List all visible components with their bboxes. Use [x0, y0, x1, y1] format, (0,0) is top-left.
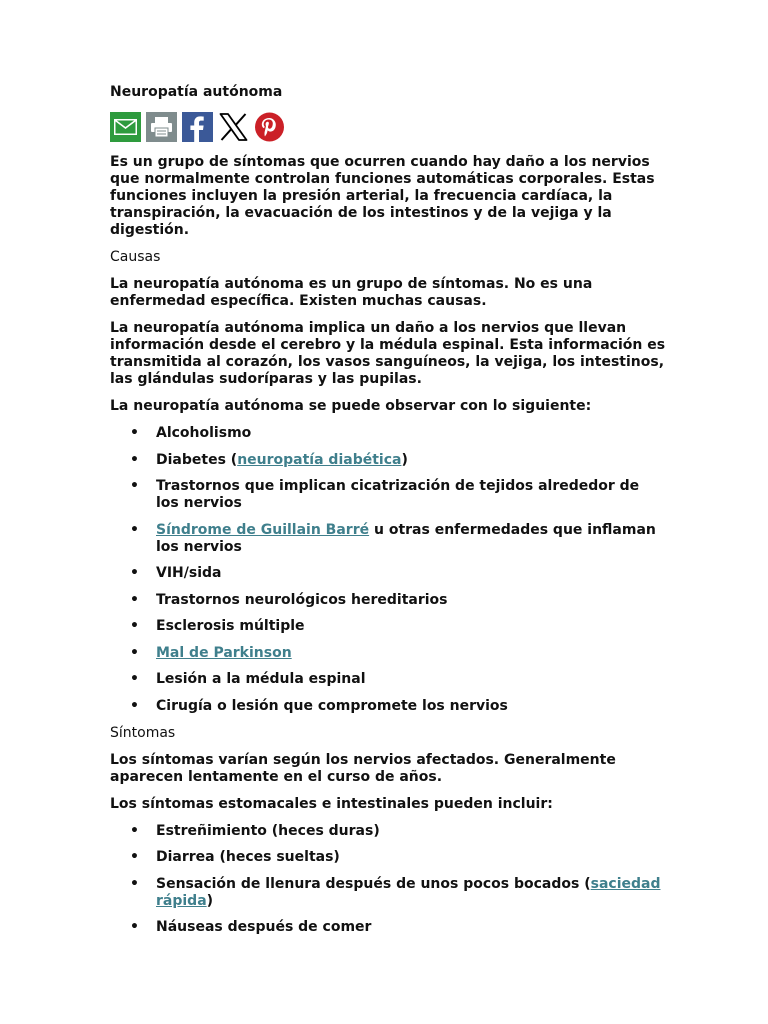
- list-item-parkinson: [110, 645, 666, 662]
- list-item-text: Diarrea (heces sueltas): [156, 849, 340, 865]
- email-icon: [110, 112, 141, 142]
- bullet-icon: •: [130, 849, 139, 865]
- list-item-diarrhea: [110, 849, 666, 866]
- bullet-icon: •: [130, 425, 139, 441]
- list-item-hiv: [110, 565, 666, 582]
- list-item-early-satiety: [110, 876, 666, 910]
- bullet-icon: •: [130, 521, 139, 538]
- symptoms-list: [110, 823, 666, 937]
- list-item-scarring-disorders: [110, 478, 666, 512]
- list-item-text: VIH/sida: [156, 565, 222, 581]
- bullet-icon: •: [130, 697, 139, 714]
- list-item-diabetes: [110, 452, 666, 469]
- list-item-constipation: [110, 823, 666, 840]
- x-icon: [218, 112, 249, 142]
- list-item-text: Lesión a la médula espinal: [156, 671, 366, 687]
- list-item-text: Trastornos que implican cicatrización de tejidos alrededor de los nervios: [156, 478, 640, 511]
- email-share-button[interactable]: [110, 112, 141, 142]
- link-parkinson[interactable]: Mal de Parkinson: [156, 644, 292, 661]
- list-item-text: Náuseas después de comer: [156, 919, 372, 935]
- list-item-text: Sensación de llenura después de unos pocos bocados (: [156, 875, 591, 892]
- symptoms-heading: Síntomas: [110, 724, 176, 741]
- bullet-icon: •: [130, 671, 139, 687]
- list-item-guillain-barre: [110, 522, 666, 556]
- bullet-icon: •: [130, 919, 139, 935]
- list-item-alcoholism: [110, 425, 666, 442]
- symptoms-paragraph-1: Los síntomas varían según los nervios afectados. Generalmente aparecen lentamente en el curso de años.: [110, 751, 616, 785]
- list-item-spinal-injury: [110, 671, 666, 688]
- list-item-hereditary-disorders: [110, 592, 666, 609]
- list-item-text: Estreñimiento (heces duras): [156, 822, 380, 839]
- bullet-icon: •: [130, 565, 139, 581]
- facebook-share-button[interactable]: [182, 112, 213, 142]
- bullet-icon: •: [130, 644, 139, 661]
- list-item-multiple-sclerosis: [110, 618, 666, 635]
- article: [110, 84, 666, 946]
- link-diabetic-neuropathy[interactable]: neuropatía diabética: [237, 451, 402, 468]
- bullet-icon: •: [130, 618, 139, 634]
- print-button[interactable]: [146, 112, 177, 142]
- x-share-button[interactable]: [218, 112, 249, 142]
- list-item-surgery: [110, 698, 666, 715]
- bullet-icon: •: [130, 875, 139, 892]
- pinterest-icon: [254, 112, 285, 142]
- share-toolbar: [110, 112, 666, 142]
- list-item-text: Alcoholismo: [156, 425, 252, 441]
- causes-paragraph-1: La neuropatía autónoma es un grupo de síntomas. No es una enfermedad específica. Existen muchas causas.: [110, 276, 593, 309]
- list-item-text: Cirugía o lesión que compromete los nervios: [156, 697, 508, 714]
- pinterest-share-button[interactable]: [254, 112, 285, 142]
- link-guillain-barre[interactable]: Síndrome de Guillain Barré: [156, 521, 370, 538]
- causes-heading: Causas: [110, 249, 161, 265]
- bullet-icon: •: [130, 591, 139, 608]
- list-item-text: ): [401, 451, 408, 468]
- print-icon: [146, 112, 177, 142]
- page-title: Neuropatía autónoma: [110, 84, 283, 100]
- list-item-text: ): [206, 892, 214, 909]
- intro-paragraph: Es un grupo de síntomas que ocurren cuando hay daño a los nervios que normalmente controlan funciones automáticas corporales. Estas funciones incluyen la presión arterial, la frecuencia cardíaca, la transpiración, la evacuación de los intestinos y de la vejiga y la digestión.: [110, 154, 655, 238]
- list-item-text: Trastornos neurológicos hereditarios: [156, 591, 448, 608]
- causes-list: [110, 425, 666, 715]
- bullet-icon: •: [130, 822, 139, 839]
- list-item-text: Esclerosis múltiple: [156, 618, 305, 634]
- symptoms-paragraph-2: Los síntomas estomacales e intestinales pueden incluir:: [110, 795, 553, 812]
- facebook-icon: [182, 112, 213, 142]
- bullet-icon: •: [130, 478, 139, 494]
- list-item-text: Diabetes (: [156, 451, 238, 468]
- bullet-icon: •: [130, 451, 139, 468]
- list-item-nausea: [110, 919, 666, 936]
- causes-paragraph-2: La neuropatía autónoma implica un daño a los nervios que llevan información desde el cerebro y la médula espinal. Esta información es transmitida al corazón, los vasos sanguíneos, la vejiga, los intestinos, las glándulas sudoríparas y las pupilas.: [110, 320, 666, 387]
- list-item-text: u otras enfermedades que inflaman los nervios: [156, 521, 656, 555]
- causes-paragraph-3: La neuropatía autónoma se puede observar con lo siguiente:: [110, 398, 592, 414]
- link-early-satiety[interactable]: saciedad rápida: [156, 875, 661, 909]
